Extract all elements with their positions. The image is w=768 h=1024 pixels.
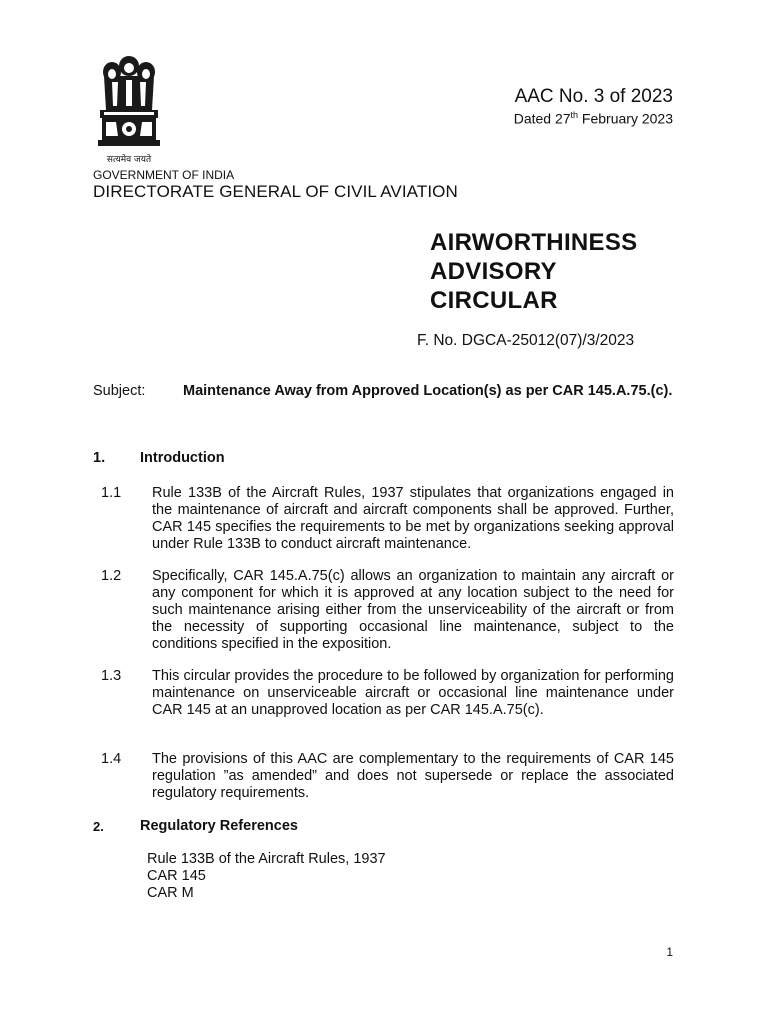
file-number: F. No. DGCA-25012(07)/3/2023: [417, 332, 635, 349]
circular-number: AAC No. 3 of 2023: [514, 86, 673, 107]
reference-item: CAR 145: [147, 868, 206, 884]
document-title-line: AIRWORTHINESS: [430, 229, 638, 256]
section-title: Regulatory References: [140, 818, 298, 834]
reference-item: Rule 133B of the Aircraft Rules, 1937: [147, 851, 386, 867]
issue-date: [514, 110, 673, 127]
paragraph-text: Specifically, CAR 145.A.75(c) allows an organization to maintain any aircraft or any component for which it is approved at any location subject to the need for such maintenance arising either from the unserviceability of the aircraft or from the necessity of supporting occasional line maintenance, subject to the conditions specified in the exposition.: [152, 568, 674, 652]
date-prefix: Dated 27: [513, 110, 571, 127]
paragraph-text: This circular provides the procedure to be followed by organization for performing maintenance on unserviceable aircraft or occasional line maintenance under CAR 145 at an unapproved location as per CAR 145.A.75(c).: [152, 668, 674, 718]
document-title-line: CIRCULAR: [430, 287, 558, 314]
section-title: Introduction: [140, 450, 225, 466]
paragraph-number: 1.1: [101, 485, 122, 501]
directorate-label: DIRECTORATE GENERAL OF CIVIL AVIATION: [93, 182, 458, 201]
document-title-line: ADVISORY: [430, 258, 557, 285]
paragraph-text: The provisions of this AAC are complementary to the requirements of CAR 145 regulation ”as amended” and does not supersede or replace the associated regulatory requirements.: [152, 751, 674, 801]
date-suffix: February 2023: [578, 110, 673, 127]
date-ordinal-suffix: th: [570, 110, 579, 120]
national-emblem-icon: [92, 52, 166, 164]
paragraph-number: 1.2: [101, 568, 122, 584]
paragraph-number: 1.4: [101, 751, 122, 767]
subject-text: Maintenance Away from Approved Location(s) as per CAR 145.A.75.(c).: [183, 383, 673, 399]
reference-item: CAR M: [147, 885, 194, 901]
paragraph-text: Rule 133B of the Aircraft Rules, 1937 stipulates that organizations engaged in the maintenance of aircraft and aircraft components shall be approved. Further, CAR 145 specifies the requirements to be met by organizations seeking approval under Rule 133B to conduct aircraft maintenance.: [152, 485, 674, 552]
government-label: GOVERNMENT OF INDIA: [93, 168, 235, 182]
section-number: 2.: [93, 819, 104, 834]
emblem-motto: सत्यमेव जयते: [106, 155, 152, 165]
section-number: 1.: [93, 450, 106, 466]
subject-label: Subject:: [93, 383, 146, 399]
paragraph-number: 1.3: [101, 668, 122, 684]
page-number: 1: [666, 945, 673, 959]
